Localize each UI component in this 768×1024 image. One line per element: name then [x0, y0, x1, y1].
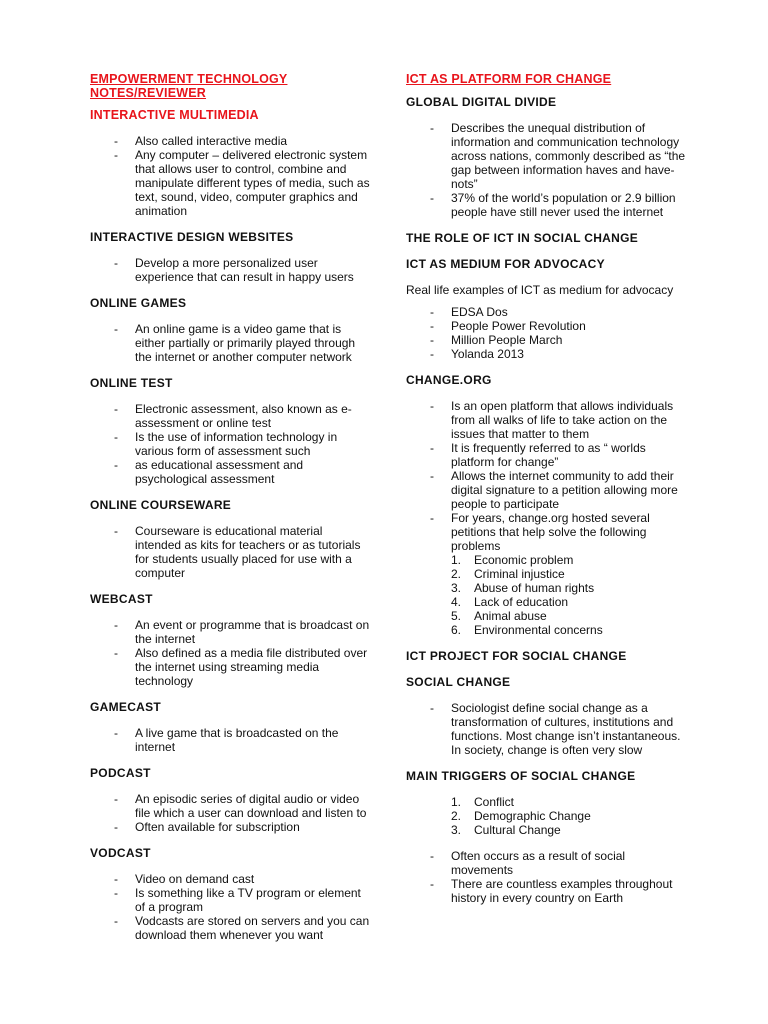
list-item: - Million People March — [406, 333, 686, 347]
section-list — [90, 256, 370, 284]
item-number: 2. — [451, 567, 462, 581]
numbered-item — [406, 809, 686, 823]
list-item: - Sociologist define social change as a transformation of cultures, institutions and functions. Most change isn’t instantaneous. In society, change is often very slow — [406, 701, 686, 757]
advocacy-list — [406, 305, 686, 361]
heading-role-of-ict: THE ROLE OF ICT IN SOCIAL CHANGE — [406, 231, 639, 245]
right-column — [406, 72, 686, 905]
heading-ict-project: ICT PROJECT FOR SOCIAL CHANGE — [406, 649, 627, 663]
section-list — [90, 402, 370, 486]
section-heading: ONLINE TEST — [90, 376, 173, 390]
section-heading: VODCAST — [90, 846, 151, 860]
list-item: - as educational assessment and psychological assessment — [90, 458, 370, 486]
item-text: Economic problem — [474, 553, 574, 567]
numbered-item — [406, 595, 686, 609]
list-item: - Is the use of information technology in various form of assessment such — [90, 430, 370, 458]
section-list — [90, 872, 370, 942]
section-heading: ONLINE GAMES — [90, 296, 187, 310]
item-text: Cultural Change — [474, 823, 561, 837]
item-number: 2. — [451, 809, 462, 823]
section-list — [90, 134, 370, 218]
triggers-notes-list — [406, 849, 686, 905]
section-list — [90, 726, 370, 754]
item-text: Demographic Change — [474, 809, 591, 823]
list-item: - A live game that is broadcasted on the internet — [90, 726, 370, 754]
section-heading: ONLINE COURSEWARE — [90, 498, 232, 512]
list-item: - Also called interactive media — [90, 134, 370, 148]
section-heading: WEBCAST — [90, 592, 153, 606]
advocacy-intro: Real life examples of ICT as medium for advocacy — [406, 283, 674, 297]
list-item: - Is an open platform that allows individuals from all walks of life to take action on the issues that matter to them — [406, 399, 686, 441]
list-item: - Allows the internet community to add their digital signature to a petition allowing more people to participate — [406, 469, 686, 511]
list-item: - EDSA Dos — [406, 305, 686, 319]
list-item: - An event or programme that is broadcast on the internet — [90, 618, 370, 646]
section-list — [90, 524, 370, 580]
section-heading: GAMECAST — [90, 700, 162, 714]
list-item: - Often occurs as a result of social movements — [406, 849, 686, 877]
list-item: - There are countless examples throughout history in every country on Earth — [406, 877, 686, 905]
section-heading: INTERACTIVE DESIGN WEBSITES — [90, 230, 294, 244]
section-list — [90, 322, 370, 364]
global-divide-list — [406, 121, 686, 219]
item-text: Animal abuse — [474, 609, 547, 623]
list-item: - Describes the unequal distribution of information and communication technology across nations, commonly described as “the gap between information haves and have-nots” — [406, 121, 686, 191]
list-item: - An episodic series of digital audio or video file which a user can download and listen to — [90, 792, 370, 820]
section-list — [90, 792, 370, 834]
left-column — [90, 72, 370, 942]
heading-main-triggers: MAIN TRIGGERS OF SOCIAL CHANGE — [406, 769, 636, 783]
problems-list — [406, 553, 686, 637]
list-item: - Often available for subscription — [90, 820, 370, 834]
item-number: 6. — [451, 623, 462, 637]
section-heading: PODCAST — [90, 766, 151, 780]
list-item: - 37% of the world’s population or 2.9 billion people have still never used the internet — [406, 191, 686, 219]
list-item: - For years, change.org hosted several petitions that help solve the following problems — [406, 511, 686, 553]
numbered-item — [406, 581, 686, 595]
item-number: 3. — [451, 823, 462, 837]
item-text: Abuse of human rights — [474, 581, 595, 595]
change-org-list — [406, 399, 686, 553]
section-list — [90, 618, 370, 688]
numbered-item — [406, 823, 686, 837]
item-number: 1. — [451, 553, 462, 567]
list-item: - Also defined as a media file distributed over the internet using streaming media technology — [90, 646, 370, 688]
item-text: Conflict — [474, 795, 515, 809]
list-item: - It is frequently referred to as “ worlds platform for change” — [406, 441, 686, 469]
heading-global-digital-divide: GLOBAL DIGITAL DIVIDE — [406, 95, 557, 109]
list-item: - People Power Revolution — [406, 319, 686, 333]
document-title: EMPOWERMENT TECHNOLOGY NOTES/REVIEWER — [90, 72, 288, 100]
list-item: - Electronic assessment, also known as e-assessment or online test — [90, 402, 370, 430]
list-item: - Yolanda 2013 — [406, 347, 686, 361]
triggers-list — [406, 795, 686, 837]
list-item: - Courseware is educational material intended as kits for teachers or as tutorials for students usually placed for use with a computer — [90, 524, 370, 580]
list-item: - Vodcasts are stored on servers and you can download them whenever you want — [90, 914, 370, 942]
list-item: - Is something like a TV program or element of a program — [90, 886, 370, 914]
item-text: Environmental concerns — [474, 623, 603, 637]
heading-advocacy: ICT AS MEDIUM FOR ADVOCACY — [406, 257, 605, 271]
numbered-item — [406, 609, 686, 623]
numbered-item — [406, 553, 686, 567]
social-change-list — [406, 701, 686, 757]
numbered-item — [406, 795, 686, 809]
item-text: Lack of education — [474, 595, 569, 609]
item-number: 3. — [451, 581, 462, 595]
numbered-item — [406, 567, 686, 581]
heading-change-org: CHANGE.ORG — [406, 373, 492, 387]
list-item: - Video on demand cast — [90, 872, 370, 886]
item-number: 4. — [451, 595, 462, 609]
item-number: 5. — [451, 609, 462, 623]
list-item: - An online game is a video game that is either partially or primarily played through the internet or another computer network — [90, 322, 370, 364]
numbered-item — [406, 623, 686, 637]
platform-title: ICT AS PLATFORM FOR CHANGE — [406, 72, 612, 86]
item-number: 1. — [451, 795, 462, 809]
list-item: - Develop a more personalized user experience that can result in happy users — [90, 256, 370, 284]
section-heading: INTERACTIVE MULTIMEDIA — [90, 108, 259, 122]
list-item: - Any computer – delivered electronic system that allows user to control, combine and manipulate different types of media, such as text, sound, video, computer graphics and animation — [90, 148, 370, 218]
heading-social-change: SOCIAL CHANGE — [406, 675, 511, 689]
item-text: Criminal injustice — [474, 567, 565, 581]
left-sections — [90, 108, 370, 942]
